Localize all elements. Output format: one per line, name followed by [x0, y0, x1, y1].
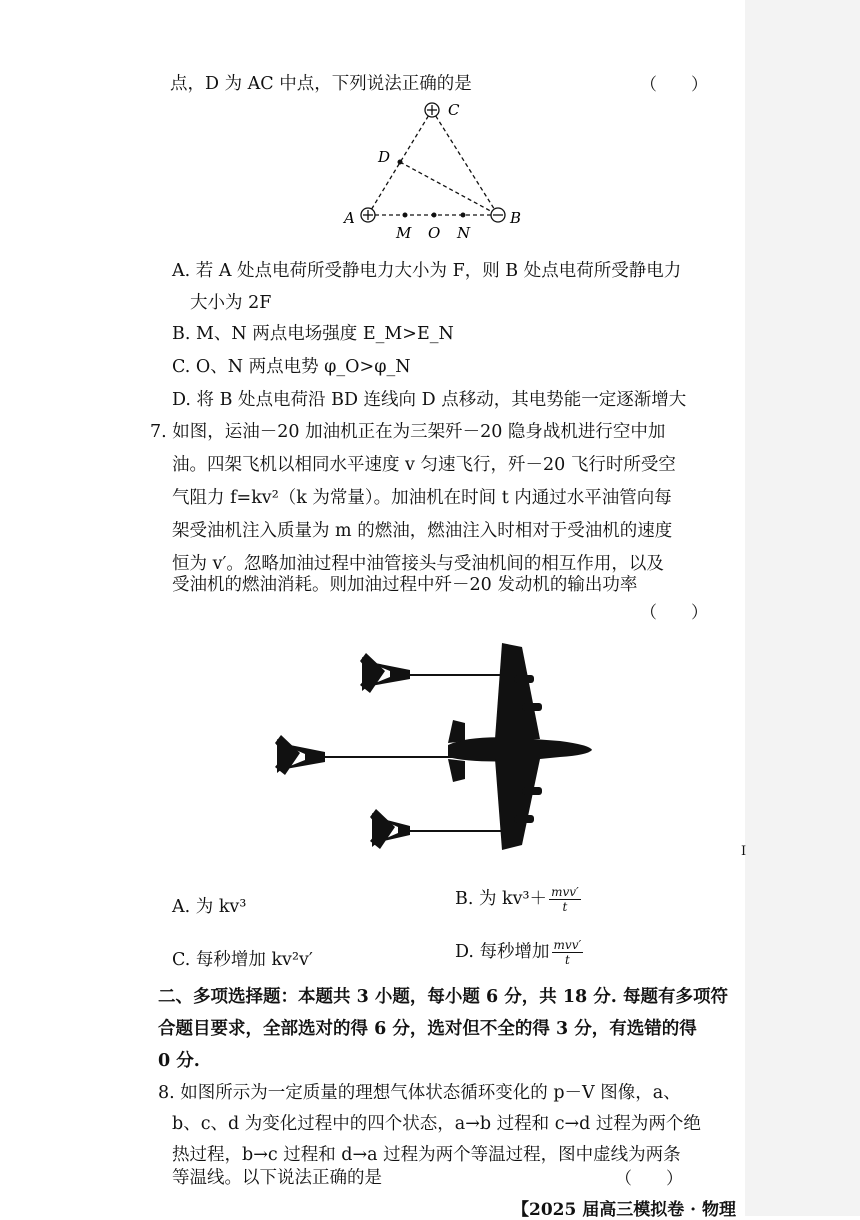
q8-line4: 等温线。以下说法正确的是: [172, 1168, 382, 1188]
point-n: [461, 213, 466, 218]
q7-option-b-prefix: B. 为 kv³＋: [455, 889, 548, 909]
label-a: A: [344, 209, 355, 227]
q7-refueling-aircraft-image: [270, 635, 600, 855]
page-edge: [745, 0, 860, 1216]
q7-option-b-fraction: [549, 885, 581, 914]
q7-line1: 7. 如图，运油－20 加油机正在为三架歼－20 隐身战机进行空中加: [150, 422, 666, 442]
q7-option-d-fraction: [552, 938, 584, 967]
q7-option-d-numerator: mvv′: [553, 938, 582, 952]
label-c: C: [448, 101, 460, 119]
q6-stem-end: 点，D 为 AC 中点，下列说法正确的是: [170, 74, 472, 94]
point-o: [432, 213, 437, 218]
q8-line3: 热过程，b→c 过程和 d→a 过程为两个等温过程，图中虚线为两条: [172, 1145, 681, 1165]
section2-line2: 合题目要求，全部选对的得 6 分，选对但不全的得 3 分，有选错的得: [158, 1019, 697, 1039]
q7-option-b: [455, 885, 581, 914]
q6-charge-diagram: [330, 95, 530, 245]
label-o: O: [428, 224, 441, 242]
q7-line6: 受油机的燃油消耗。则加油过程中歼－20 发动机的输出功率: [172, 575, 638, 595]
page-footer: 【2025 届高三模拟卷 · 物理: [512, 1200, 736, 1220]
q7-option-b-denominator: t: [562, 900, 568, 914]
q7-option-b-numerator: mvv′: [551, 885, 579, 899]
q7-option-d-denominator: t: [564, 953, 570, 967]
q6-option-a-line2: 大小为 2F: [190, 293, 272, 313]
q8-line1: 8. 如图所示为一定质量的理想气体状态循环变化的 p－V 图像，a、: [158, 1083, 681, 1103]
q7-option-d-prefix: D. 每秒增加: [455, 942, 550, 962]
q7-option-c: C. 每秒增加 kv²v′: [172, 950, 313, 970]
point-m: [403, 213, 408, 218]
q6-option-d: D. 将 B 处点电荷沿 BD 连线向 D 点移动，其电势能一定逐渐增大: [172, 390, 687, 410]
q7-answer-paren: （ ）: [640, 603, 708, 623]
q7-line4: 架受油机注入质量为 m 的燃油，燃油注入时相对于受油机的速度: [172, 521, 673, 541]
q6-option-b: B. M、N 两点电场强度 E_M>E_N: [172, 324, 454, 344]
edge-mark: I: [741, 844, 747, 859]
point-d: [398, 160, 403, 165]
q8-answer-paren: （ ）: [615, 1169, 683, 1189]
q6-answer-paren: （ ）: [640, 75, 708, 95]
label-m: M: [396, 224, 412, 242]
label-b: B: [510, 209, 522, 227]
q7-option-d: [455, 938, 583, 967]
q7-line2: 油。四架飞机以相同水平速度 v 匀速飞行，歼－20 飞行时所受空: [172, 455, 676, 475]
q6-option-c: C. O、N 两点电势 φ_O>φ_N: [172, 357, 411, 377]
q7-option-a: A. 为 kv³: [172, 897, 247, 917]
q7-line5: 恒为 v′。忽略加油过程中油管接头与受油机间的相互作用，以及: [172, 554, 664, 574]
q6-option-a-line1: A. 若 A 处点电荷所受静电力大小为 F，则 B 处点电荷所受静电力: [172, 261, 682, 281]
q7-line3: 气阻力 f=kv²（k 为常量）。加油机在时间 t 内通过水平油管向每: [172, 488, 672, 508]
section2-line1: 二、多项选择题：本题共 3 小题，每小题 6 分，共 18 分. 每题有多项符: [158, 987, 728, 1007]
label-n: N: [457, 224, 471, 242]
label-d: D: [378, 148, 391, 166]
q8-line2: b、c、d 为变化过程中的四个状态，a→b 过程和 c→d 过程为两个绝: [172, 1114, 701, 1134]
section2-line3: 0 分.: [158, 1051, 200, 1071]
